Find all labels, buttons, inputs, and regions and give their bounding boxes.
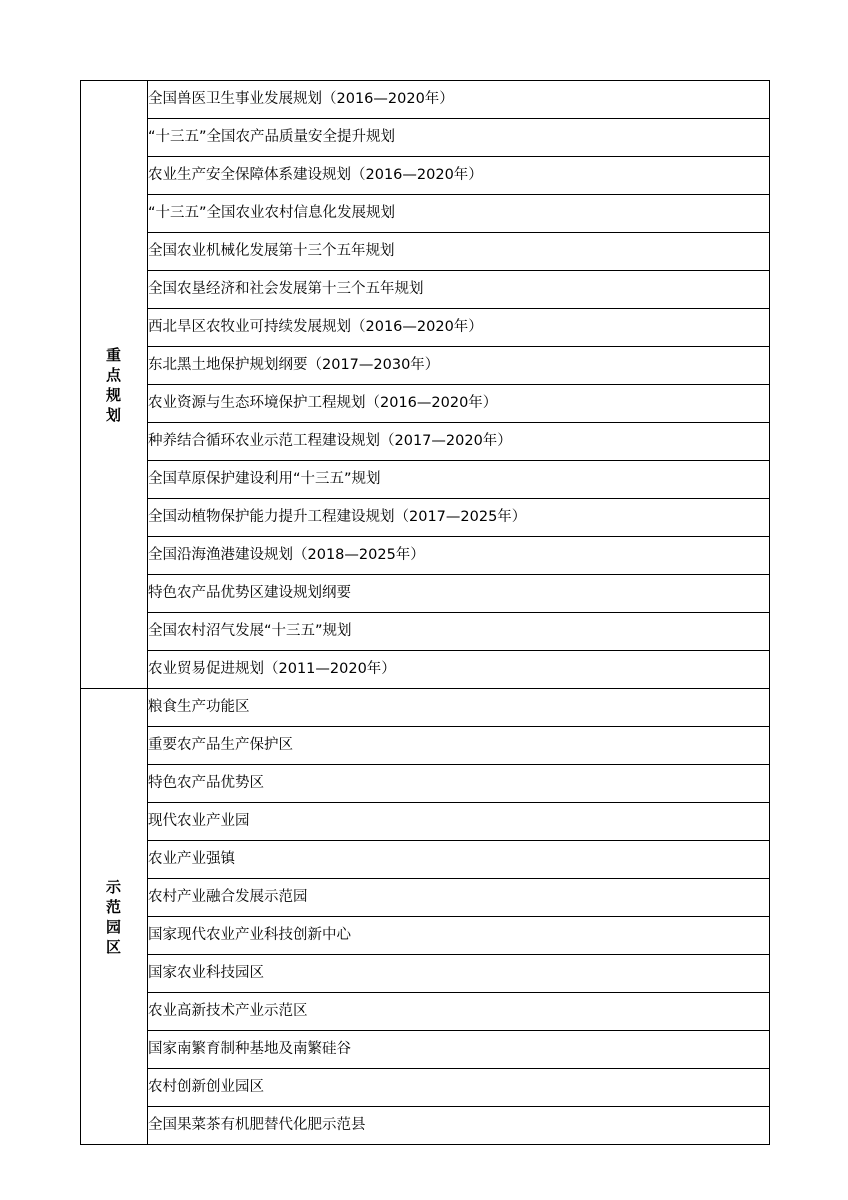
table-row [81, 1069, 770, 1107]
list-item: 国家现代农业产业科技创新中心 [148, 917, 770, 955]
list-item: 全国草原保护建设利用“十三五”规划 [148, 461, 770, 499]
table-row [81, 157, 770, 195]
list-item: 东北黑土地保护规划纲要（2017—2030年） [148, 347, 770, 385]
table-row [81, 1107, 770, 1145]
list-item: 农村产业融合发展示范园 [148, 879, 770, 917]
list-item: 全国农垦经济和社会发展第十三个五年规划 [148, 271, 770, 309]
table-row [81, 195, 770, 233]
table-row [81, 765, 770, 803]
table-row [81, 575, 770, 613]
list-item: 农业生产安全保障体系建设规划（2016—2020年） [148, 157, 770, 195]
list-item: 全国农村沼气发展“十三五”规划 [148, 613, 770, 651]
table-row [81, 651, 770, 689]
list-item: 农业高新技术产业示范区 [148, 993, 770, 1031]
table-row [81, 385, 770, 423]
table-row [81, 119, 770, 157]
table-row [81, 879, 770, 917]
list-item: 现代农业产业园 [148, 803, 770, 841]
list-item: 全国农业机械化发展第十三个五年规划 [148, 233, 770, 271]
list-item: 农业贸易促进规划（2011—2020年） [148, 651, 770, 689]
list-item: 农村创新创业园区 [148, 1069, 770, 1107]
category-label: 重点规划 [105, 345, 122, 424]
planning-table [80, 80, 770, 1145]
table-row [81, 537, 770, 575]
list-item: 全国果菜茶有机肥替代化肥示范县 [148, 1107, 770, 1145]
list-item: 国家南繁育制种基地及南繁硅谷 [148, 1031, 770, 1069]
list-item: 粮食生产功能区 [148, 689, 770, 727]
list-item: 特色农产品优势区建设规划纲要 [148, 575, 770, 613]
table-row [81, 309, 770, 347]
table-row [81, 841, 770, 879]
table-row [81, 1031, 770, 1069]
list-item: “十三五”全国农业农村信息化发展规划 [148, 195, 770, 233]
list-item: 国家农业科技园区 [148, 955, 770, 993]
table-row [81, 461, 770, 499]
list-item: 农业资源与生态环境保护工程规划（2016—2020年） [148, 385, 770, 423]
table-row [81, 689, 770, 727]
category-label: 示范园区 [105, 877, 122, 956]
table-row [81, 727, 770, 765]
list-item: 西北旱区农牧业可持续发展规划（2016—2020年） [148, 309, 770, 347]
table-row [81, 955, 770, 993]
list-item: 农业产业强镇 [148, 841, 770, 879]
table-row [81, 993, 770, 1031]
table-row [81, 917, 770, 955]
table-row [81, 233, 770, 271]
list-item: 重要农产品生产保护区 [148, 727, 770, 765]
table-row [81, 81, 770, 119]
table-row [81, 803, 770, 841]
list-item: 全国动植物保护能力提升工程建设规划（2017—2025年） [148, 499, 770, 537]
table-row [81, 423, 770, 461]
table-row [81, 613, 770, 651]
list-item: 全国兽医卫生事业发展规划（2016—2020年） [148, 81, 770, 119]
list-item: 全国沿海渔港建设规划（2018—2025年） [148, 537, 770, 575]
category-cell-demo-park [81, 689, 148, 1145]
category-cell-key-planning [81, 81, 148, 689]
list-item: 特色农产品优势区 [148, 765, 770, 803]
table-row [81, 347, 770, 385]
table-body [81, 81, 770, 1145]
table-row [81, 271, 770, 309]
list-item: 种养结合循环农业示范工程建设规划（2017—2020年） [148, 423, 770, 461]
table-row [81, 499, 770, 537]
list-item: “十三五”全国农产品质量安全提升规划 [148, 119, 770, 157]
